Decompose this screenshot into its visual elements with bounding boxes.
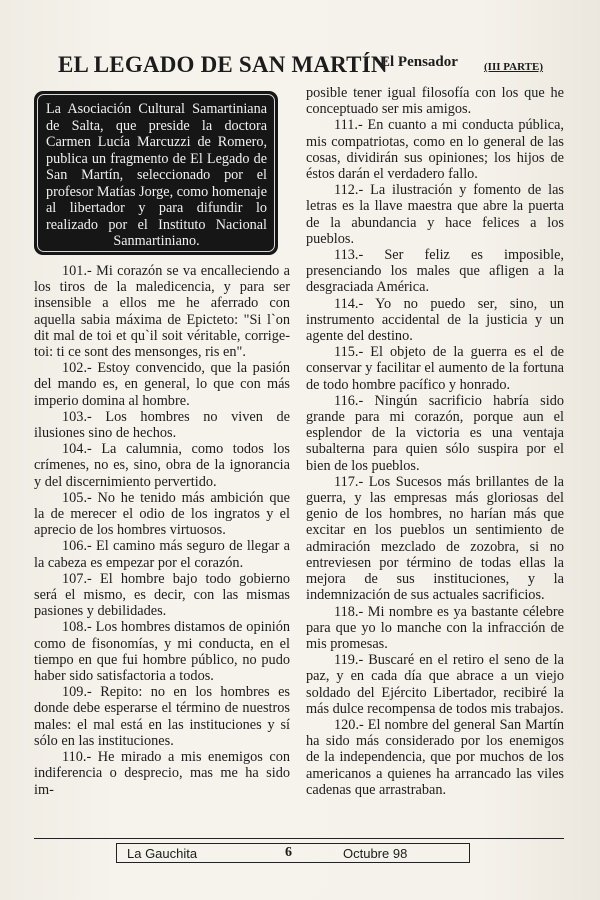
footer-date: Octubre 98 (343, 846, 408, 861)
maxim-110: 110.- He mirado a mis enemigos con indiferencia o desprecio, mas me ha sido im- (34, 749, 290, 798)
maxim-101: 101.- Mi corazón se va encalleciendo a los tiros de la maledicencia, y para ser insensible a ellos me he aferrado con aquella sabia máxima de Epicteto: "Si l`on dit mal de toi et qu`il soit véritable, corrige-toi: ti ce sont des mensonges, ris en". (34, 263, 290, 361)
maxim-111: 111.- En cuanto a mi conducta pública, mis compatriotas, como en lo general de las cosas, dividirán sus opiniones; los hijos de éstos darán el verdadero fallo. (306, 117, 564, 183)
maxim-107: 107.- El hombre bajo todo gobierno será el mismo, es decir, con las mismas pasiones y debilidades. (34, 570, 290, 620)
maxim-108: 108.- Los hombres distamos de opinión como de fisonomías, y mi conducta, en el tiempo en que fui hombre público, no pudo haber sido satisfactoria a todos. (34, 619, 290, 685)
intro-box (34, 91, 278, 255)
maxim-103: 103.- Los hombres no viven de ilusiones sino de hechos. (34, 408, 290, 442)
maxim-116: 116.- Ningún sacrificio habría sido grande para mi corazón, porque aun el esplendor de la victoria es una ventaja subalterna para quien sólo suspira por el bien de los pueblos. (306, 392, 564, 474)
page-footer (116, 843, 470, 863)
footer-divider (34, 838, 564, 839)
maxim-106: 106.- El camino más seguro de llegar a la cabeza es empezar por el corazón. (34, 538, 290, 571)
maxim-112: 112.- La ilustración y fomento de las letras es la llave maestra que abre la puerta de la abundancia y hace felices a los pueblos. (306, 182, 564, 247)
footer-publication: La Gauchita (127, 846, 198, 861)
maxim-117: 117.- Los Sucesos más brillantes de la guerra, y las empresas más gloriosas del genio de los hombres, no harían más que excitar en los pueblos un sentimiento de admiración mezclado de zozobra, si no entreviesen por término de todas ellas la mejora de sus instituciones, y la indemnización de sus actuales sacrificios. (306, 473, 564, 604)
left-column (34, 263, 290, 798)
maxim-113: 113.- Ser feliz es imposible, presenciando los males que afligen a la desgraciada América. (306, 247, 564, 296)
intro-text: La Asociación Cultural Samartiniana de Salta, que preside la doctora Carmen Lucía Marcuzzi de Romero, publica un fragmento de El Legado de San Martín, seleccionado por el profesor Matías Jorge, como homenaje al libertador y para difundir lo realizado por el Instituto Nacional Sanmartiniano. (37, 94, 275, 252)
maxim-110-continuation: posible tener igual filosofía con los que he conceptuado ser mis amigos. (306, 85, 564, 118)
article-part: (III PARTE) (484, 61, 543, 73)
article-header (58, 44, 568, 84)
maxim-120: 120.- El nombre del general San Martín ha sido más considerado por los enemigos de la independencia, que por muchos de los americanos a quienes ha arrancado las viles cadenas que arrastraban. (306, 716, 564, 798)
maxim-109: 109.- Repito: no en los hombres es donde debe esperarse el término de nuestros males: el mal está en las instituciones y sí sólo en las instituciones. (34, 684, 290, 749)
right-column (306, 85, 564, 798)
maxim-114: 114.- Yo no puedo ser, sino, un instrumento accidental de la justicia y un agente del destino. (306, 295, 564, 345)
article-author: El Pensador (380, 54, 458, 70)
maxim-118: 118.- Mi nombre es ya bastante célebre para que yo lo manche con la infracción de mis promesas. (306, 603, 564, 652)
article-title: EL LEGADO DE SAN MARTÍN (58, 52, 388, 77)
maxim-102: 102.- Estoy convencido, que la pasión del mando es, en general, lo que con más imperio domina al hombre. (34, 360, 290, 409)
maxim-115: 115.- El objeto de la guerra es el de conservar y facilitar el aumento de la fortuna de todo hombre pacífico y honrado. (306, 344, 564, 393)
maxim-104: 104.- La calumnia, como todos los crímenes, no es, sino, obra de la ignorancia y del discernimiento pervertido. (34, 441, 290, 490)
maxim-119: 119.- Buscaré en el retiro el seno de la paz, y en cada día que abrace a un viejo soldado del Ejército Libertador, recibiré la más dulce recompensa de todos mis trabajos. (306, 652, 564, 717)
footer-page-number: 6 (285, 845, 292, 860)
maxim-105: 105.- No he tenido más ambición que la de merecer el odio de los ingratos y el aprecio de los hombres virtuosos. (34, 489, 290, 539)
